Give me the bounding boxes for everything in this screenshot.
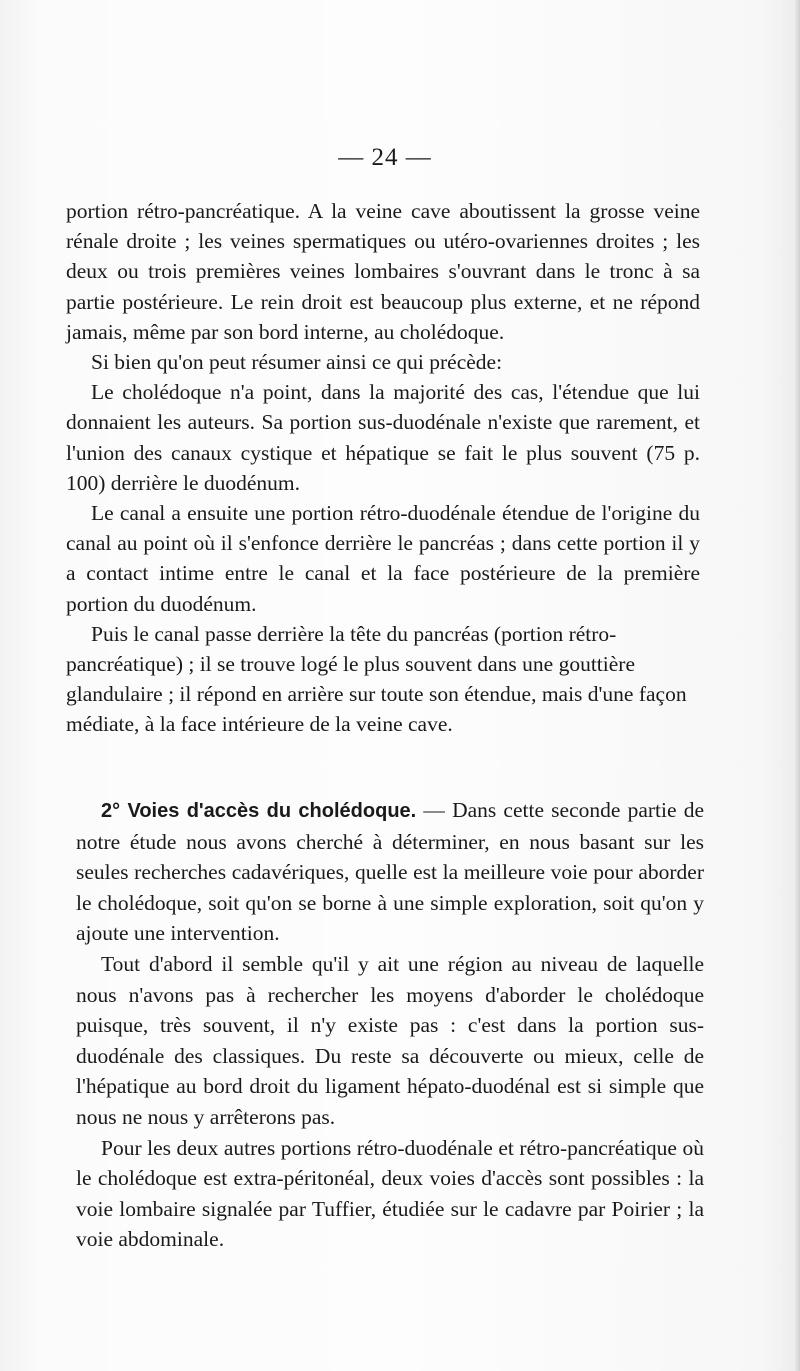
paragraph-5: Puis le canal passe derrière la tête du pancréas (portion rétro-pancréatique) ; il se trouve logé le plus souvent dans une gouttière glandulaire ; il répond en arrière sur toute son étendue, mais d'une façon médiate, à la face intérieure de la veine cave. bbox=[66, 621, 687, 737]
paragraph-1: portion rétro-pancréatique. A la veine cave aboutissent la grosse veine rénale droite ; les veines spermatiques ou utéro-ovariennes droites ; les deux ou trois premières veines lombaires s'ouvrant dans le tronc à sa partie postérieure. Le rein droit est beaucoup plus externe, et ne répond jamais, même par son bord interne, au cholédoque. bbox=[66, 199, 700, 344]
section-intro-text: — Dans cette seconde partie de notre étude nous avons cherché à déterminer, en nous basant sur les seules recherches cadavériques, quelle est la meilleure voie pour aborder le cholédoque, soit qu'on se borne à une simple exploration, soit qu'on y ajoute une intervention. bbox=[76, 798, 704, 946]
page-number: — 24 — bbox=[338, 144, 432, 171]
section-voies-acces bbox=[76, 795, 704, 1255]
paragraph-3: Le cholédoque n'a point, dans la majorité des cas, l'étendue que lui donnaient les auteurs. Sa portion sus-duodénale n'existe que rarement, et l'union des canaux cystique et hépatique se fait le plus souvent (75 p. 100) derrière le duodénum. bbox=[66, 380, 700, 495]
body-text-top bbox=[66, 196, 700, 740]
section-paragraph-2: Pour les deux autres portions rétro-duodénale et rétro-pancréatique où le cholédoque est extra-péritonéal, deux voies d'accès sont possibles : la voie lombaire signalée par Tuffier, étudiée sur le cadavre par Poirier ; la voie abdominale. bbox=[76, 1135, 704, 1252]
paragraph-4: Le canal a ensuite une portion rétro-duodénale étendue de l'origine du canal au point où il s'enfonce derrière le pancréas ; dans cette portion il y a contact intime entre le canal et la face postérieure de la première portion du duodénum. bbox=[66, 501, 700, 616]
paragraph-2: Si bien qu'on peut résumer ainsi ce qui précède: bbox=[91, 350, 503, 375]
page-edge-shadow bbox=[794, 0, 800, 1371]
section-paragraph-1: Tout d'abord il semble qu'il y ait une région au niveau de laquelle nous n'avons pas à rechercher les moyens d'aborder le cholédoque puisque, très souvent, il n'y existe pas : c'est dans la portion sus-duodénale des classiques. Du reste sa découverte ou mieux, celle de l'hépatique au bord droit du ligament hépato-duodénal est si simple que nous ne nous y arrêterons pas. bbox=[76, 951, 704, 1129]
section-intro-paragraph bbox=[76, 795, 704, 949]
section-heading: 2° Voies d'accès du cholédoque. bbox=[101, 800, 417, 822]
